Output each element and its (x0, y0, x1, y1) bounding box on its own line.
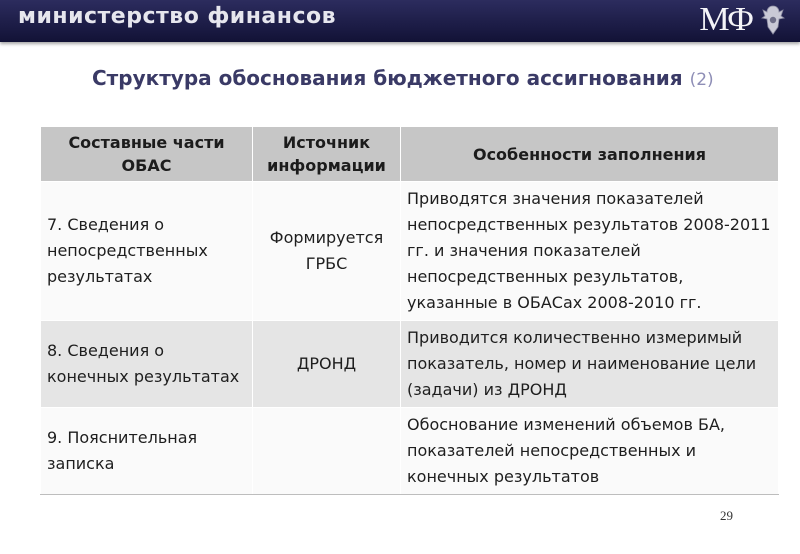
ministry-name: министерство финансов (18, 4, 337, 29)
cell-part: 7. Сведения о непосредственных результатах (41, 182, 253, 321)
cell-source: ДРОНД (253, 321, 401, 408)
cell-source: Формируется ГРБС (253, 182, 401, 321)
table-row (41, 321, 779, 408)
cell-part: 9. Пояснительная записка (41, 408, 253, 495)
slide-title-text: Структура обоснования бюджетного ассигнования (92, 66, 683, 90)
slide-title (92, 66, 714, 90)
table-row (41, 182, 779, 321)
table-row (41, 408, 779, 495)
cell-details: Приводятся значения показателей непосредственных результатов 2008-2011 гг. и значения показателей непосредственных результатов, указанные в ОБАСах 2008-2010 гг. (401, 182, 779, 321)
obas-structure-table (40, 126, 779, 495)
slide-title-number: (2) (689, 70, 714, 90)
page-number: 29 (720, 508, 733, 523)
ministry-logo (699, 1, 788, 39)
cell-part: 8. Сведения о конечных результатах (41, 321, 253, 408)
cell-details: Обоснование изменений объемов БА, показателей непосредственных и конечных результатов (401, 408, 779, 495)
coat-of-arms-icon (758, 2, 788, 38)
logo-text: МФ (699, 1, 752, 38)
header-source: Источник информации (253, 127, 401, 182)
table-header-row (41, 127, 779, 182)
header-parts: Составные части ОБАС (41, 127, 253, 182)
header-details: Особенности заполнения (401, 127, 779, 182)
cell-details: Приводится количественно измеримый показатель, номер и наименование цели (задачи) из ДРОНД (401, 321, 779, 408)
header-banner (0, 0, 800, 42)
cell-source (253, 408, 401, 495)
